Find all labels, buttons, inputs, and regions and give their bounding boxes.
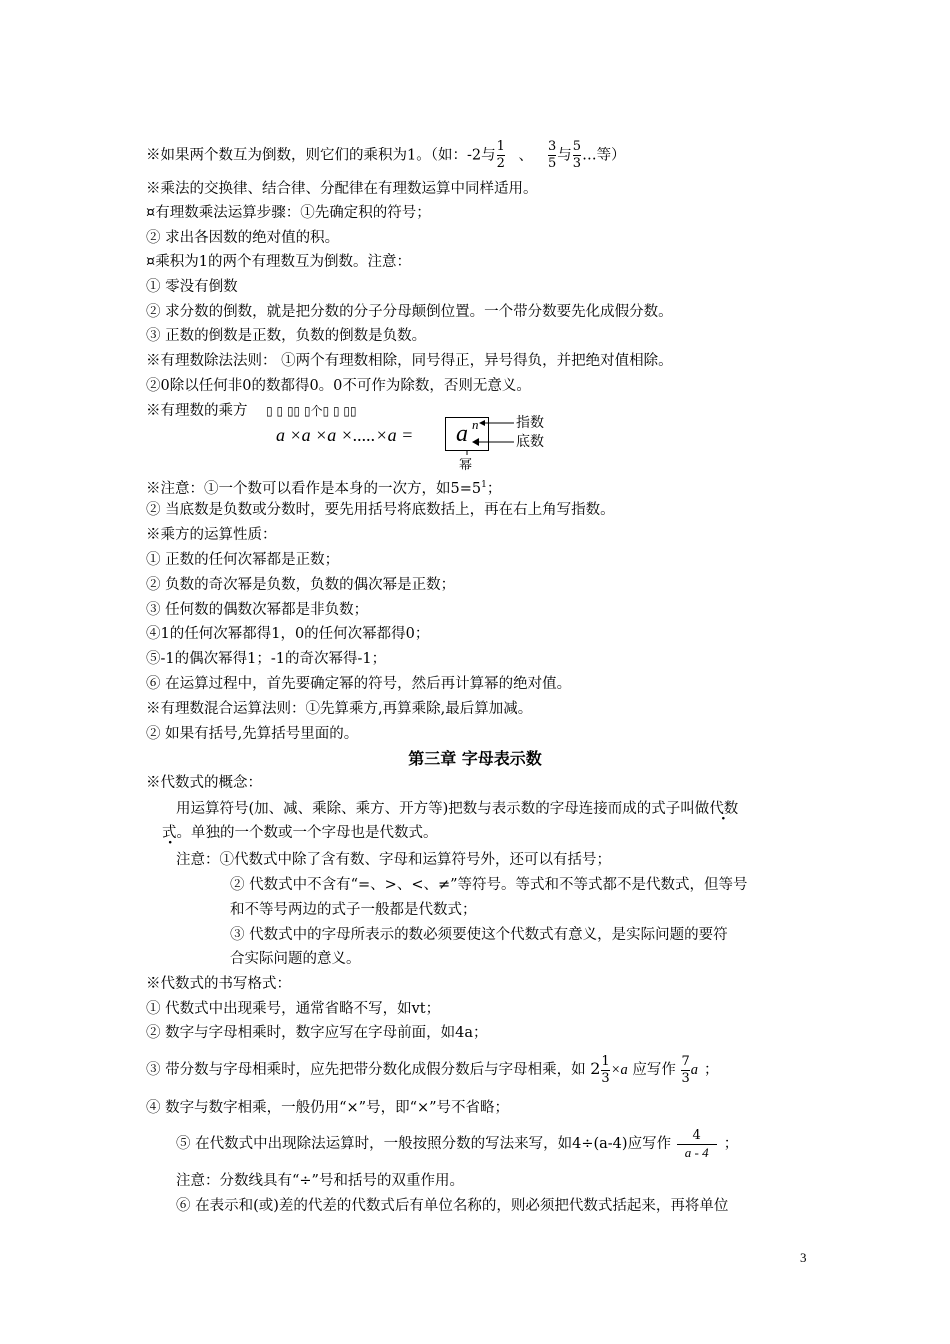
exponent-label: 指数 bbox=[516, 415, 544, 431]
base-label: 底数 bbox=[516, 434, 544, 450]
text-line: ※有理数混合运算法则：①先算乘方,再算乘除,最后算加减。 bbox=[146, 701, 533, 717]
text-line: ④1的任何次幂都得1，0的任何次幂都得0； bbox=[146, 626, 430, 642]
fraction-five-thirds: $\frac{5}{3}$ bbox=[572, 139, 582, 171]
text-line: ⑥ 在运算过程中，首先要确定幂的符号，然后再计算幂的绝对值。 bbox=[146, 676, 572, 692]
definition-line: 用运算符号(加、减、乘除、乘方、开方等)把数与表示数的字母连接而成的式子叫做代数 bbox=[176, 801, 739, 817]
text-line: ③ 代数式中的字母所表示的数必须要使这个代数式有意义，是实际问题的要符 bbox=[230, 927, 728, 943]
text-line: ② 求分数的倒数，就是把分数的分子分母颠倒位置。一个带分数要先化成假分数。 bbox=[146, 304, 673, 320]
text-line: ②0除以任何非0的数都得0。0不可作为除数，否则无意义。 bbox=[146, 378, 531, 394]
text-line: ② 求出各因数的绝对值的积。 bbox=[146, 230, 340, 246]
fraction-three-fifths: $\frac{3}{5}$ bbox=[548, 139, 557, 171]
power-exponent: n bbox=[472, 417, 479, 432]
improper-fraction: $\frac{7}{3}$ a bbox=[681, 1053, 698, 1086]
power-heading: ※有理数的乘方 ▯ ▯ ▯▯ ▯个▯ ▯ ▯▯ bbox=[146, 403, 357, 419]
emphasis-dotted: 代数 bbox=[709, 801, 739, 817]
power-diagram bbox=[276, 414, 556, 474]
text-line: ② 当底数是负数或分数时，要先用括号将底数括上，再在右上角写指数。 bbox=[146, 502, 615, 518]
power-arrows bbox=[276, 414, 556, 474]
text-line: ② 如果有括号,先算括号里面的。 bbox=[146, 726, 359, 742]
text-line: ¤有理数乘法运算步骤：①先确定积的符号； bbox=[146, 205, 431, 221]
text-line: ① 正数的任何次幂都是正数； bbox=[146, 552, 340, 568]
text-line: ③ 任何数的偶数次幂都是非负数； bbox=[146, 602, 369, 618]
text-line: ⑤-1的偶次幂得1；-1的奇次幂得-1； bbox=[146, 651, 387, 667]
text-line: ¤乘积为1的两个有理数互为倒数。注意： bbox=[146, 254, 411, 270]
text-line: ④ 数字与数字相乘，一般仍用“×”号，即“×”号不省略； bbox=[146, 1100, 510, 1116]
text-line: 注意：分数线具有“÷”号和括号的双重作用。 bbox=[176, 1173, 464, 1189]
division-rule: ⑤ 在代数式中出现除法运算时，一般按照分数的写法来写，如4÷(a-4)应写作 $\frac{4}{a - 4}$ ； bbox=[176, 1127, 739, 1160]
reciprocal-rule: ※如果两个数互为倒数，则它们的乘积为1。（如：-2与 $\frac{1}{2}$ 、 $\frac{3}{5}$ 与 $\frac{5}{3}$ …等） bbox=[146, 139, 626, 171]
power-lhs: a ×a ×a ×.....×a = bbox=[276, 425, 414, 445]
text-line: ※代数式的概念： bbox=[146, 775, 262, 791]
text-line: ② 负数的奇次幂是负数，负数的偶次幂是正数； bbox=[146, 577, 456, 593]
text-line: ⑥ 在表示和(或)差的代差的代数式后有单位名称的，则必须把代数式括起来，再将单位 bbox=[176, 1198, 729, 1214]
chapter-heading: 第三章 字母表示数 bbox=[408, 749, 542, 768]
division-fraction: $\frac{4}{a - 4}$ bbox=[677, 1128, 717, 1161]
text-line: 注意：①代数式中除了含有数、字母和运算符号外，还可以有括号； bbox=[176, 852, 611, 868]
text-line: 合实际问题的意义。 bbox=[230, 951, 361, 967]
power-label: 幂 bbox=[459, 458, 473, 473]
text-line: ③ 正数的倒数是正数，负数的倒数是负数。 bbox=[146, 328, 427, 344]
text-line: ② 代数式中不含有“=、>、<、≠”等符号。等式和不等式都不是代数式，但等号 bbox=[230, 877, 748, 893]
power-base: a bbox=[456, 421, 468, 447]
fraction-one-half: $\frac{1}{2}$ bbox=[496, 139, 505, 171]
text-line: ※注意：①一个数可以看作是本身的一次方，如$5=5^1$； bbox=[146, 480, 502, 497]
text-line: ※有理数除法法则： ①两个有理数相除，同号得正，异号得负，并把绝对值相除。 bbox=[146, 353, 673, 369]
page-number: 3 bbox=[800, 1250, 807, 1265]
text-line: ① 零没有倒数 bbox=[146, 279, 238, 295]
text-line: ① 代数式中出现乘号，通常省略不写，如vt； bbox=[146, 1001, 441, 1017]
definition-line-2: 式。单独的一个数或一个字母也是代数式。 bbox=[162, 825, 438, 841]
mixed-number-rule: ③ 带分数与字母相乘时，应先把带分数化成假分数后与字母相乘，如 2 $\frac{1}{3}$ ×a 应写作 $\frac{7}{3}$ a ； bbox=[146, 1053, 719, 1086]
text-line: ② 数字与字母相乘时，数字应写在字母前面，如4a； bbox=[146, 1025, 488, 1041]
text-line: ※乘法的交换律、结合律、分配律在有理数运算中同样适用。 bbox=[146, 181, 538, 197]
text-line: ※代数式的书写格式： bbox=[146, 976, 291, 992]
text-line: 和不等号两边的式子一般都是代数式； bbox=[230, 902, 477, 918]
text-line: ※乘方的运算性质： bbox=[146, 527, 277, 543]
base-arrowhead bbox=[472, 438, 479, 446]
exponent-arrowhead bbox=[479, 420, 485, 426]
mixed-number: 2 $\frac{1}{3}$ ×a bbox=[590, 1053, 628, 1086]
